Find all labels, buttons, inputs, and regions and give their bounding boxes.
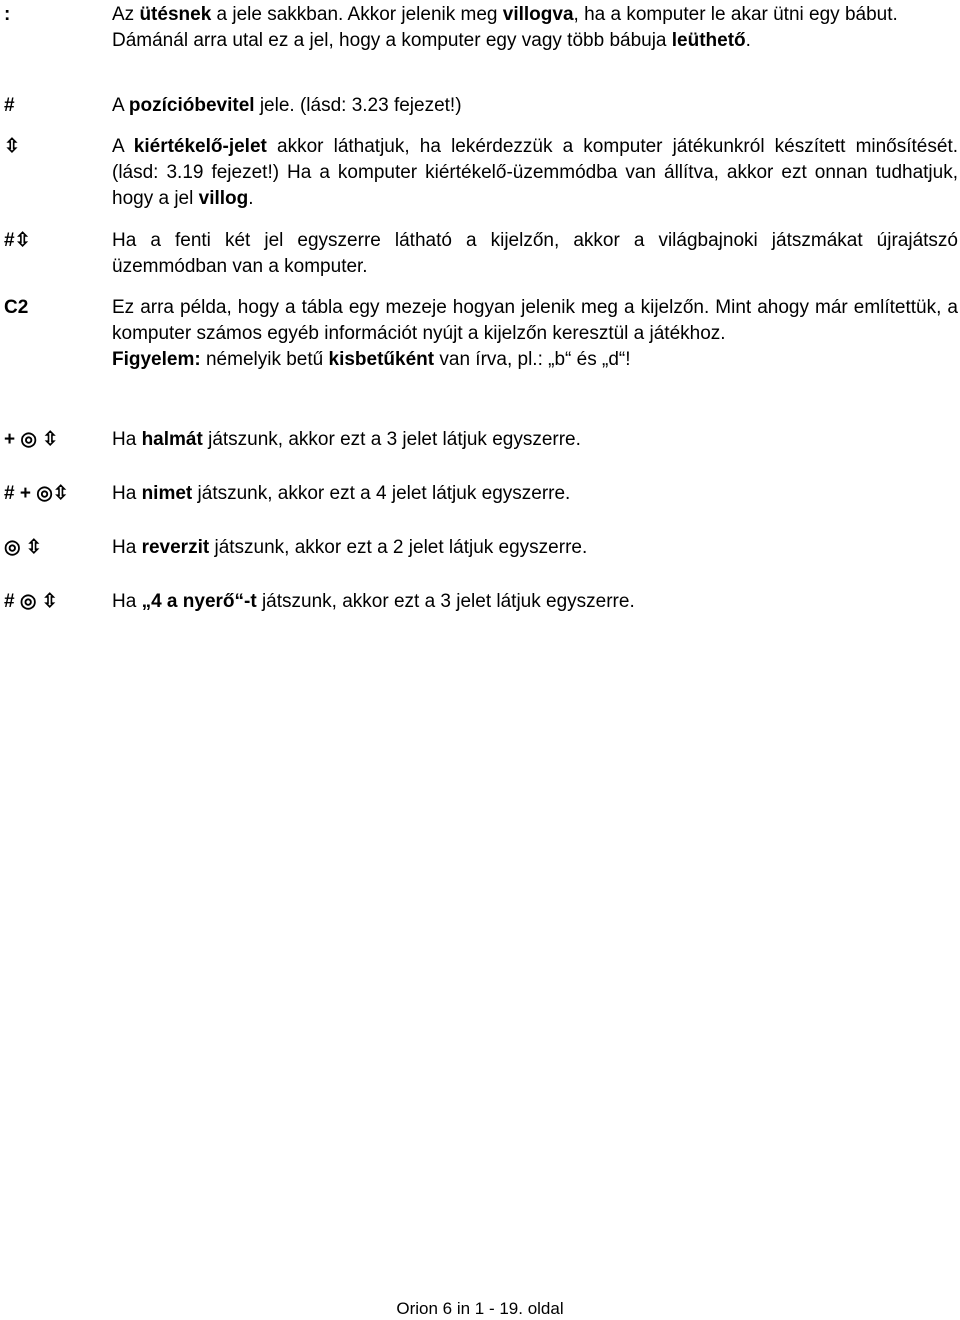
emphasis-term: kiértékelő-jelet <box>133 136 267 157</box>
entry-paragraph: Ha „4 a nyerő“-t játszunk, akkor ezt a 3 jelet látjuk egyszerre. <box>112 591 635 612</box>
entry-symbol: ◎ ⇳ <box>4 537 42 558</box>
entry-symbol: #⇳ <box>4 230 31 251</box>
entry-text <box>112 589 958 615</box>
entry-text <box>112 93 958 119</box>
entry-paragraph: Ha nimet játszunk, akkor ezt a 4 jelet látjuk egyszerre. <box>112 483 571 504</box>
entry-paragraph: Az ütésnek a jele sakkban. Akkor jelenik meg villogva, ha a komputer le akar ütni egy bábut. <box>112 4 898 25</box>
emphasis-term: Figyelem: <box>112 349 201 370</box>
entry-paragraph: Ha reverzit játszunk, akkor ezt a 2 jelet látjuk egyszerre. <box>112 537 588 558</box>
entry-symbol: : <box>4 4 11 25</box>
entry-paragraph: A kiértékelő-jelet akkor láthatjuk, ha lekérdezzük a komputer játékunkról készített minősítését. (lásd: 3.19 fejezet!) Ha a komputer kiértékelő-üzemmódba van állítva, akkor ezt onnan tudhatjuk, hogy a jel villog. <box>112 136 958 209</box>
entry-symbol: C2 <box>4 297 29 318</box>
entry-paragraph: Ha a fenti két jel egyszerre látható a kijelzőn, akkor a világbajnoki játszmákat újrajátszó üzemmódban van a komputer. <box>112 230 958 277</box>
entry-symbol: + ◎ ⇳ <box>4 429 59 450</box>
entry-paragraph: Ha halmát játszunk, akkor ezt a 3 jelet látjuk egyszerre. <box>112 429 581 450</box>
entry-text <box>112 134 958 212</box>
emphasis-term: nimet <box>141 483 193 504</box>
emphasis-term: reverzit <box>141 537 210 558</box>
entry-paragraph: A pozícióbevitel jele. (lásd: 3.23 fejezet!) <box>112 95 462 116</box>
emphasis-term: leüthető <box>671 30 746 51</box>
entry-text <box>112 481 958 507</box>
emphasis-term: ütésnek <box>139 4 212 25</box>
entry-text <box>112 427 958 453</box>
entry-text <box>112 535 958 561</box>
emphasis-term: halmát <box>141 429 203 450</box>
emphasis-term: pozícióbevitel <box>128 95 255 116</box>
entry-paragraph: Ez arra példa, hogy a tábla egy mezeje hogyan jelenik meg a kijelzőn. Mint ahogy már említettük, a komputer számos egyéb információt nyújt a kijelzőn keresztül a játékhoz. <box>112 297 958 344</box>
entry-text <box>112 2 958 54</box>
emphasis-term: kisbetűként <box>328 349 435 370</box>
entry-symbol: # <box>4 95 15 116</box>
entry-symbol: ⇳ <box>4 136 20 157</box>
entry-text <box>112 228 958 280</box>
emphasis-term: villogva <box>502 4 574 25</box>
entry-text <box>112 295 958 373</box>
emphasis-term: villog <box>198 188 249 209</box>
entry-symbol: # + ◎⇳ <box>4 483 69 504</box>
emphasis-term: „4 a nyerő“-t <box>141 591 257 612</box>
entry-symbol: # ◎ ⇳ <box>4 591 58 612</box>
page-footer: Orion 6 in 1 - 19. oldal <box>396 1299 564 1318</box>
entry-paragraph: Dámánál arra utal ez a jel, hogy a komputer egy vagy több bábuja leüthető. <box>112 30 751 51</box>
entry-note: Figyelem: némelyik betű kisbetűként van írva, pl.: „b“ és „d“! <box>112 349 631 370</box>
